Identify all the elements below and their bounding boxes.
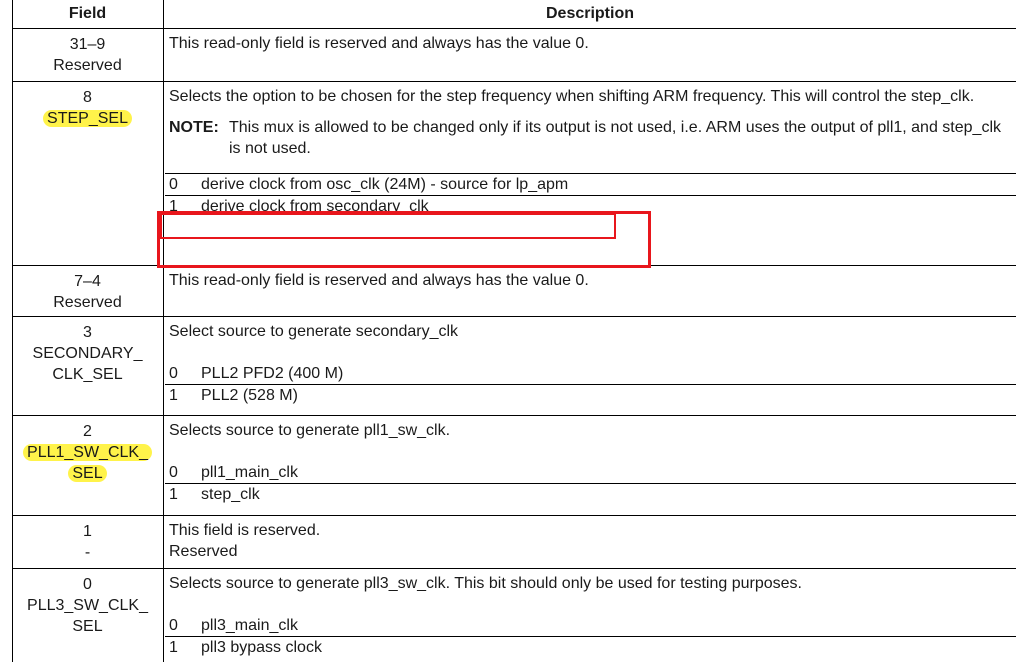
description-cell <box>169 573 1012 658</box>
field-name: Reserved <box>53 57 122 74</box>
field-cell <box>12 521 163 563</box>
options-list <box>169 461 1012 505</box>
description-cell <box>169 86 1012 217</box>
option-value: 1 <box>169 638 178 656</box>
option-value: 1 <box>169 485 178 503</box>
field-cell <box>12 574 163 637</box>
field-bits: 31–9 <box>69 36 106 53</box>
field-name-line1-highlighted: PLL1_SW_CLK_ <box>23 444 152 461</box>
description-cell <box>169 321 1012 406</box>
field-bits: 7–4 <box>74 273 101 290</box>
field-name: - <box>84 544 91 561</box>
option-label: pll3 bypass clock <box>201 638 322 656</box>
option-label: derive clock from osc_clk (24M) - source for lp_apm <box>201 175 569 193</box>
field-name-line2: SEL <box>72 618 103 635</box>
option-value: 0 <box>169 175 178 193</box>
description-text-2: Reserved <box>169 543 238 560</box>
option-row <box>169 173 1012 195</box>
header-field: Field <box>68 5 107 22</box>
option-rule <box>165 636 1016 637</box>
field-cell <box>12 87 163 129</box>
option-value: 1 <box>169 197 178 215</box>
table-row <box>12 416 1016 514</box>
option-row <box>169 362 1012 384</box>
option-row <box>169 461 1012 483</box>
field-name-line1: PLL3_SW_CLK_ <box>27 597 148 614</box>
table-row <box>12 29 1016 81</box>
option-row <box>169 636 1012 658</box>
options-list <box>169 614 1012 658</box>
field-bits: 0 <box>83 576 92 593</box>
table-row <box>12 317 1016 415</box>
field-bits: 8 <box>83 89 92 106</box>
option-label: PLL2 PFD2 (400 M) <box>201 364 344 382</box>
option-rule <box>165 195 1016 196</box>
table-row <box>12 516 1016 568</box>
note-text: This mux is allowed to be changed only if its output is not used, i.e. ARM uses the output of pll1, and step_clk is not used. <box>229 119 1001 157</box>
field-cell <box>12 271 163 313</box>
description-text: This read-only field is reserved and always has the value 0. <box>169 35 589 52</box>
field-cell <box>12 421 163 484</box>
option-row <box>169 483 1012 505</box>
options-list <box>169 362 1012 406</box>
note-label: NOTE: <box>169 119 219 136</box>
description-text: Selects source to generate pll1_sw_clk. <box>169 422 451 439</box>
field-bits: 3 <box>83 324 92 341</box>
description-cell <box>169 270 1012 291</box>
field-cell <box>12 322 163 385</box>
field-bits: 1 <box>83 523 92 540</box>
option-label: derive clock from secondary_clk <box>201 197 429 215</box>
option-value: 0 <box>169 463 178 481</box>
option-row <box>169 614 1012 636</box>
option-value: 1 <box>169 386 178 404</box>
description-cell <box>169 420 1012 505</box>
header-description: Description <box>545 5 634 22</box>
annotation-box-inner <box>160 213 616 239</box>
field-name: Reserved <box>53 294 122 311</box>
description-text: Selects source to generate pll3_sw_clk. This bit should only be used for testing purposes. <box>169 575 802 592</box>
field-cell <box>12 34 163 76</box>
option-label: pll3_main_clk <box>201 616 298 634</box>
description-text: This read-only field is reserved and always has the value 0. <box>169 272 589 289</box>
description-cell <box>169 520 1012 562</box>
field-name-line1: SECONDARY_ <box>32 345 143 362</box>
description-text: Selects the option to be chosen for the step frequency when shifting ARM frequency. This will control the step_clk. <box>169 88 975 105</box>
field-name-highlighted: STEP_SEL <box>43 110 132 127</box>
option-rule <box>165 483 1016 484</box>
field-name-line2-highlighted: SEL <box>68 465 106 482</box>
description-text: Select source to generate secondary_clk <box>169 323 459 340</box>
option-rule <box>165 173 1016 174</box>
option-label: pll1_main_clk <box>201 463 298 481</box>
description-text: This field is reserved. <box>169 522 321 539</box>
field-name-line2: CLK_SEL <box>52 366 123 383</box>
option-label: step_clk <box>201 485 260 503</box>
option-label: PLL2 (528 M) <box>201 386 298 404</box>
description-cell <box>169 33 1012 54</box>
table-row <box>12 266 1016 316</box>
table-row <box>12 569 1016 662</box>
option-rule <box>165 384 1016 385</box>
option-value: 0 <box>169 616 178 634</box>
option-value: 0 <box>169 364 178 382</box>
option-row <box>169 384 1012 406</box>
register-field-table <box>12 0 1016 662</box>
field-bits: 2 <box>83 423 92 440</box>
note-block <box>169 117 1012 159</box>
